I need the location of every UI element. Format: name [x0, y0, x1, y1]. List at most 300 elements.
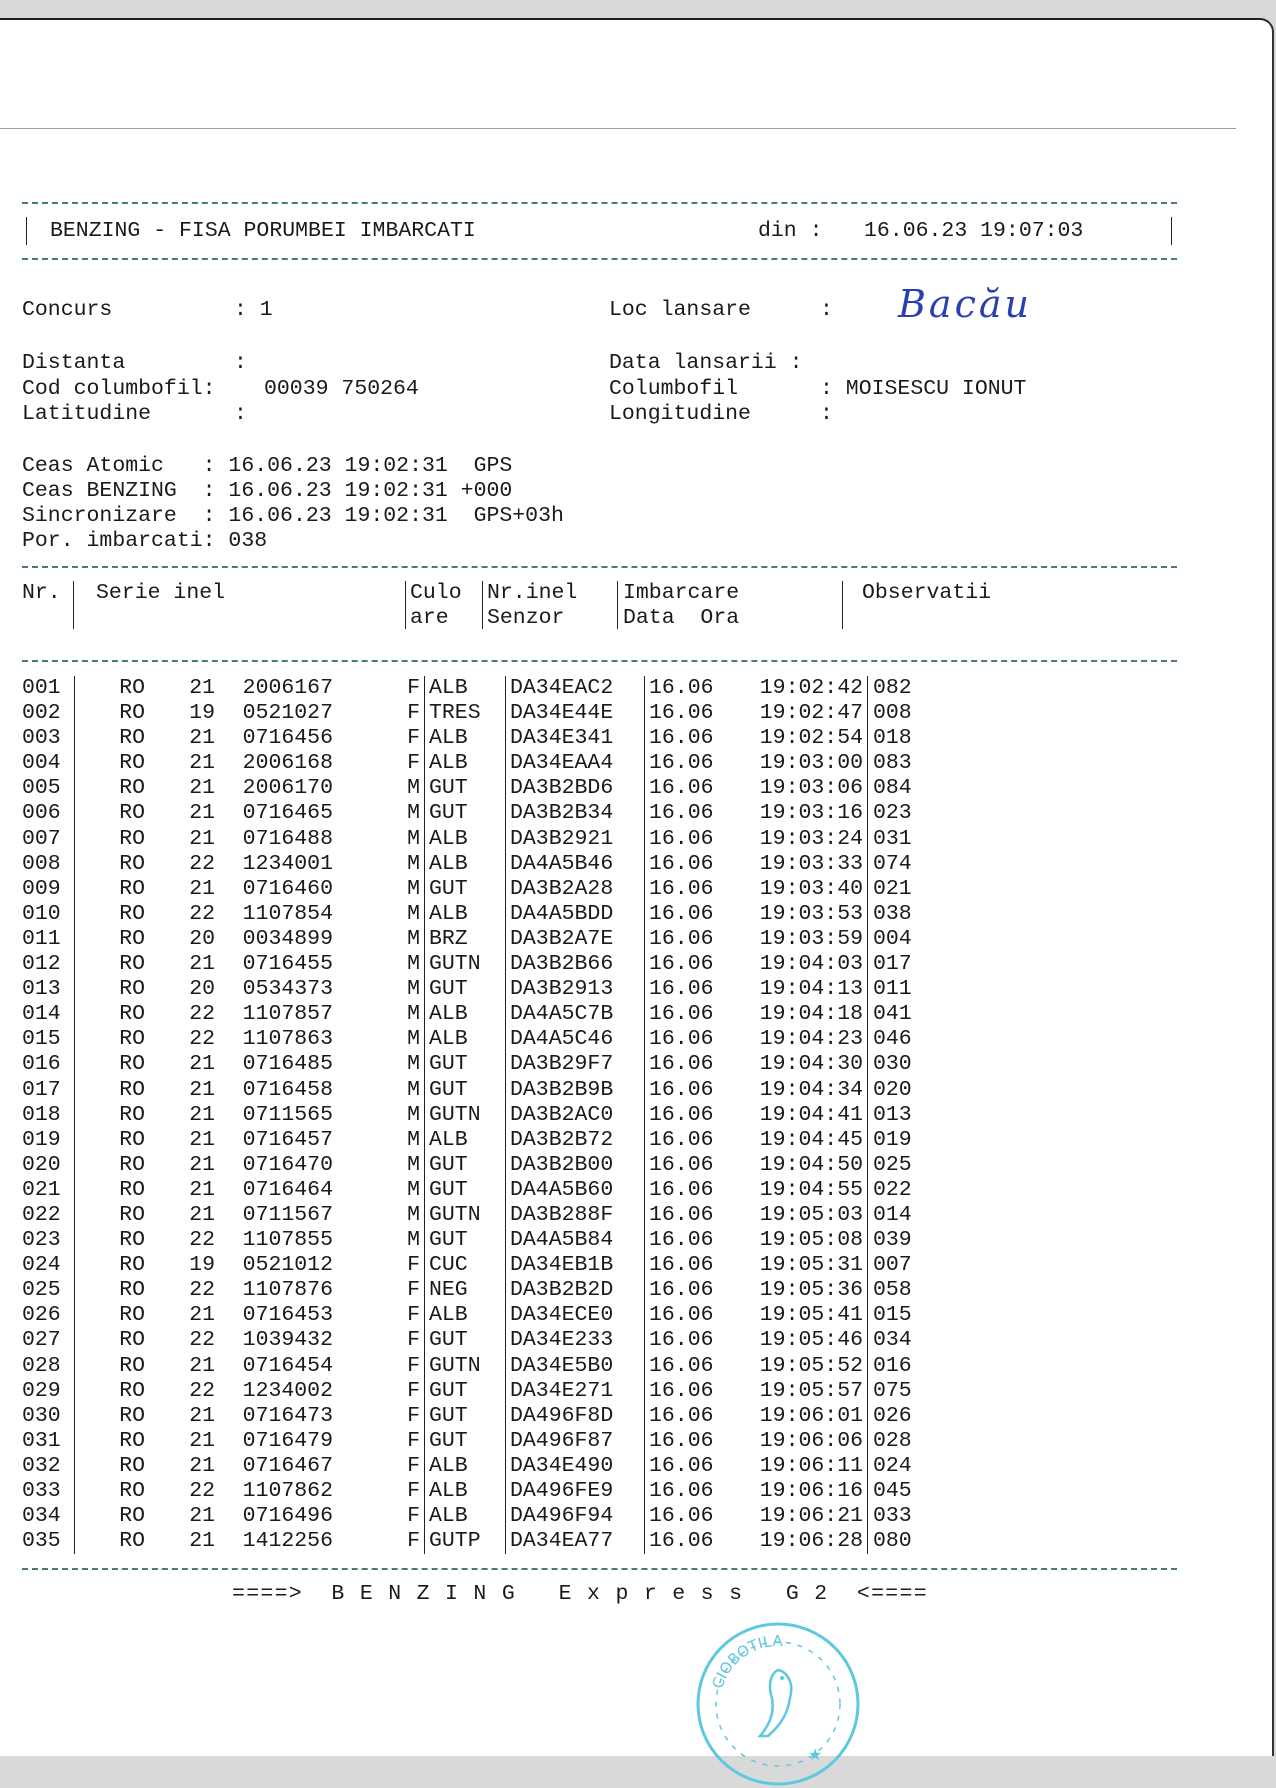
row-ring-number: 0716479: [242, 1428, 333, 1453]
table-row: [22, 801, 953, 826]
row-sex: F: [407, 1529, 420, 1554]
row-country: RO: [75, 1128, 146, 1153]
row-date: 16.06: [645, 977, 738, 1002]
row-year: 22: [189, 851, 215, 876]
row-year: 22: [189, 1027, 215, 1052]
row-year: 22: [189, 901, 215, 926]
row-color: ALB: [425, 1504, 506, 1529]
ceas-atomic-line: Ceas Atomic : 16.06.23 19:02:31 GPS: [22, 454, 513, 478]
row-country: RO: [75, 852, 146, 877]
row-nr: 020: [22, 1152, 61, 1177]
row-time: 19:04:55: [759, 1177, 863, 1202]
row-date: 16.06: [645, 1278, 738, 1303]
row-nr: 021: [22, 1177, 61, 1202]
row-sensor-id: DA34EA77: [506, 1529, 645, 1554]
row-observation: 033: [868, 1504, 954, 1529]
row-color: ALB: [425, 1002, 506, 1027]
row-ring-number: 0034899: [242, 926, 333, 951]
row-nr: 003: [22, 726, 61, 751]
row-nr: 035: [22, 1529, 61, 1554]
row-sensor-id: DA4A5BDD: [506, 902, 645, 927]
row-sex: M: [407, 1152, 420, 1177]
longitudine-label: Longitudine: [609, 402, 751, 426]
row-time: 19:05:08: [759, 1228, 863, 1253]
row-date: 16.06: [645, 1454, 738, 1479]
row-sex: F: [407, 1353, 420, 1378]
row-color: ALB: [425, 1027, 506, 1052]
row-ring-number: 2006170: [242, 776, 333, 801]
row-color: GUT: [425, 877, 506, 902]
row-country: RO: [75, 1404, 146, 1429]
row-sensor-id: DA496F94: [506, 1504, 645, 1529]
row-nr: 027: [22, 1328, 61, 1353]
row-year: 21: [189, 1353, 215, 1378]
row-sex: F: [407, 1453, 420, 1478]
row-country: RO: [75, 701, 146, 726]
row-sensor-id: DA34E5B0: [506, 1354, 645, 1379]
row-nr: 029: [22, 1378, 61, 1403]
row-ring-number: 1107855: [242, 1228, 333, 1253]
row-country: RO: [75, 676, 146, 701]
col-header-culoare-1: Culo: [410, 581, 462, 605]
row-ring-number: 2006168: [242, 751, 333, 776]
row-date: 16.06: [645, 801, 738, 826]
row-time: 19:05:52: [759, 1353, 863, 1378]
row-nr: 019: [22, 1127, 61, 1152]
row-ring-number: 0521027: [242, 701, 333, 726]
row-time: 19:03:24: [759, 826, 863, 851]
row-time: 19:04:03: [759, 952, 863, 977]
row-observation: 017: [868, 952, 954, 977]
por-imbarcati-line: Por. imbarcati: 038: [22, 529, 268, 553]
row-ring-number: 0716464: [242, 1177, 333, 1202]
row-ring-number: 1234002: [242, 1378, 333, 1403]
table-row: [22, 701, 953, 726]
row-color: GUTN: [425, 952, 506, 977]
row-color: GUT: [425, 801, 506, 826]
row-year: 22: [189, 1278, 215, 1303]
row-year: 21: [189, 826, 215, 851]
row-sensor-id: DA34EAA4: [506, 751, 645, 776]
row-observation: 015: [868, 1303, 954, 1328]
row-ring-number: 0716467: [242, 1453, 333, 1478]
row-sex: M: [407, 851, 420, 876]
row-nr: 012: [22, 952, 61, 977]
club-stamp: [690, 1612, 866, 1788]
row-date: 16.06: [645, 1178, 738, 1203]
row-observation: 014: [868, 1203, 954, 1228]
row-year: 21: [189, 1303, 215, 1328]
row-color: GUT: [425, 977, 506, 1002]
row-sex: M: [407, 1102, 420, 1127]
row-time: 19:05:31: [759, 1253, 863, 1278]
row-year: 21: [189, 876, 215, 901]
row-sex: M: [407, 1202, 420, 1227]
col-header-nr-inel-2: Senzor: [487, 606, 565, 630]
cod-value: 00039 750264: [264, 377, 419, 401]
row-ring-number: 0716465: [242, 801, 333, 826]
row-nr: 004: [22, 751, 61, 776]
row-year: 21: [189, 1127, 215, 1152]
pigeon-icon: [760, 1670, 791, 1736]
row-year: 21: [189, 1529, 215, 1554]
row-sex: M: [407, 1177, 420, 1202]
row-observation: 084: [868, 776, 954, 801]
table-row: [22, 1153, 953, 1178]
row-sex: M: [407, 1027, 420, 1052]
loc-lansare-label: Loc lansare: [609, 298, 751, 322]
row-sex: M: [407, 1002, 420, 1027]
row-ring-number: 0716460: [242, 876, 333, 901]
row-date: 16.06: [645, 902, 738, 927]
data-lansarii-label: Data lansarii :: [609, 351, 803, 375]
row-ring-number: 1234001: [242, 851, 333, 876]
row-date: 16.06: [645, 1078, 738, 1103]
row-year: 21: [189, 1453, 215, 1478]
row-country: RO: [75, 1153, 146, 1178]
concurs-value: : 1: [234, 298, 273, 322]
row-observation: 018: [868, 726, 954, 751]
row-ring-number: 0716496: [242, 1504, 333, 1529]
table-row: [22, 952, 953, 977]
row-sensor-id: DA34E341: [506, 726, 645, 751]
row-date: 16.06: [645, 1354, 738, 1379]
row-year: 21: [189, 1504, 215, 1529]
row-color: GUT: [425, 1429, 506, 1454]
row-color: ALB: [425, 1454, 506, 1479]
row-year: 22: [189, 1228, 215, 1253]
row-ring-number: 0716485: [242, 1052, 333, 1077]
row-sex: F: [407, 751, 420, 776]
row-color: GUT: [425, 1078, 506, 1103]
row-observation: 028: [868, 1429, 954, 1454]
table-row: [22, 1354, 953, 1379]
row-sensor-id: DA3B29F7: [506, 1052, 645, 1077]
row-date: 16.06: [645, 1052, 738, 1077]
row-ring-number: 0716488: [242, 826, 333, 851]
row-year: 21: [189, 751, 215, 776]
row-country: RO: [75, 827, 146, 852]
row-sex: F: [407, 726, 420, 751]
row-nr: 013: [22, 977, 61, 1002]
row-time: 19:02:42: [759, 676, 863, 700]
row-date: 16.06: [645, 726, 738, 751]
table-row: [22, 1404, 953, 1429]
row-time: 19:03:33: [759, 851, 863, 876]
row-nr: 006: [22, 801, 61, 826]
row-year: 21: [189, 1052, 215, 1077]
row-time: 19:03:59: [759, 926, 863, 951]
table-row: [22, 852, 953, 877]
row-year: 21: [189, 1403, 215, 1428]
table-header-rule: [22, 660, 1177, 662]
row-country: RO: [75, 1328, 146, 1353]
row-sex: M: [407, 977, 420, 1002]
row-nr: 028: [22, 1353, 61, 1378]
row-sex: F: [407, 1278, 420, 1303]
table-row: [22, 827, 953, 852]
row-date: 16.06: [645, 701, 738, 726]
row-time: 19:05:41: [759, 1303, 863, 1328]
row-nr: 002: [22, 701, 61, 726]
row-nr: 023: [22, 1228, 61, 1253]
row-date: 16.06: [645, 1328, 738, 1353]
row-country: RO: [75, 1529, 146, 1554]
row-observation: 074: [868, 852, 954, 877]
row-year: 19: [189, 701, 215, 726]
row-date: 16.06: [645, 1203, 738, 1228]
row-color: NEG: [425, 1278, 506, 1303]
row-nr: 016: [22, 1052, 61, 1077]
row-country: RO: [75, 977, 146, 1002]
row-time: 19:06:11: [759, 1453, 863, 1478]
row-country: RO: [75, 776, 146, 801]
row-time: 19:06:28: [759, 1529, 863, 1554]
row-date: 16.06: [645, 1504, 738, 1529]
table-row: [22, 1103, 953, 1128]
row-observation: 016: [868, 1354, 954, 1379]
row-time: 19:06:06: [759, 1428, 863, 1453]
row-nr: 026: [22, 1303, 61, 1328]
row-nr: 025: [22, 1278, 61, 1303]
row-country: RO: [75, 801, 146, 826]
header-col-divider: [73, 581, 74, 629]
row-ring-number: 0716455: [242, 952, 333, 977]
row-country: RO: [75, 1052, 146, 1077]
row-ring-number: 1107862: [242, 1479, 333, 1503]
row-color: ALB: [425, 1128, 506, 1153]
row-sex: M: [407, 876, 420, 901]
row-observation: 025: [868, 1153, 954, 1178]
header-top-rule: [22, 202, 1177, 204]
distanta-value: :: [234, 351, 247, 375]
row-time: 19:05:03: [759, 1202, 863, 1227]
row-observation: 007: [868, 1253, 954, 1278]
table-row: [22, 977, 953, 1002]
row-ring-number: 0716456: [242, 726, 333, 751]
row-country: RO: [75, 1178, 146, 1203]
row-sensor-id: DA4A5B84: [506, 1228, 645, 1253]
header-left-bar: [26, 217, 27, 245]
row-color: GUT: [425, 1178, 506, 1203]
row-sensor-id: DA4A5B46: [506, 852, 645, 877]
row-sex: F: [407, 1303, 420, 1328]
table-bottom-rule: [22, 1568, 1177, 1570]
handwritten-location: Bacău: [898, 282, 1032, 326]
row-color: GUT: [425, 1153, 506, 1178]
row-time: 19:05:36: [759, 1278, 863, 1303]
row-country: RO: [75, 751, 146, 776]
row-sensor-id: DA3B2AC0: [506, 1103, 645, 1128]
row-time: 19:04:50: [759, 1152, 863, 1177]
row-ring-number: 0716458: [242, 1077, 333, 1102]
row-country: RO: [75, 1278, 146, 1303]
row-ring-number: 0716454: [242, 1353, 333, 1378]
row-year: 21: [189, 726, 215, 751]
row-color: GUT: [425, 1379, 506, 1404]
row-ring-number: 0711567: [242, 1202, 333, 1227]
row-sensor-id: DA496F87: [506, 1429, 645, 1454]
row-sensor-id: DA3B288F: [506, 1203, 645, 1228]
row-color: ALB: [425, 751, 506, 776]
row-nr: 018: [22, 1102, 61, 1127]
table-row: [22, 1379, 953, 1404]
row-date: 16.06: [645, 1429, 738, 1454]
row-nr: 030: [22, 1403, 61, 1428]
row-country: RO: [75, 1303, 146, 1328]
row-observation: 075: [868, 1379, 954, 1404]
row-observation: 011: [868, 977, 954, 1002]
row-sex: F: [407, 676, 420, 700]
row-nr: 032: [22, 1453, 61, 1478]
footer-banner: ====> B E N Z I N G E x p r e s s G 2 <====: [232, 1582, 928, 1606]
concurs-label: Concurs: [22, 298, 113, 322]
row-sensor-id: DA34E271: [506, 1379, 645, 1404]
row-observation: 041: [868, 1002, 954, 1027]
row-observation: 024: [868, 1454, 954, 1479]
row-sex: M: [407, 776, 420, 801]
table-row: [22, 1454, 953, 1479]
table-row: [22, 1504, 953, 1529]
row-observation: 019: [868, 1128, 954, 1153]
row-observation: 004: [868, 927, 954, 952]
row-color: GUT: [425, 776, 506, 801]
row-nr: 011: [22, 926, 61, 951]
date-label: din :: [758, 219, 823, 243]
table-row: [22, 1479, 953, 1504]
row-year: 22: [189, 1002, 215, 1027]
row-sensor-id: DA3B2B66: [506, 952, 645, 977]
col-header-nr-inel-1: Nr.inel: [487, 581, 578, 605]
row-ring-number: 1107857: [242, 1002, 333, 1027]
row-date: 16.06: [645, 1529, 738, 1554]
row-sensor-id: DA3B2B9B: [506, 1078, 645, 1103]
row-time: 19:04:23: [759, 1027, 863, 1052]
row-nr: 034: [22, 1504, 61, 1529]
row-observation: 082: [868, 676, 954, 701]
row-country: RO: [75, 1504, 146, 1529]
row-ring-number: 1107854: [242, 901, 333, 926]
row-nr: 008: [22, 851, 61, 876]
row-year: 21: [189, 776, 215, 801]
row-color: ALB: [425, 676, 506, 701]
row-color: ALB: [425, 902, 506, 927]
row-ring-number: 0716473: [242, 1403, 333, 1428]
row-nr: 001: [22, 676, 61, 700]
row-time: 19:06:16: [759, 1479, 863, 1503]
row-observation: 013: [868, 1103, 954, 1128]
table-row: [22, 1278, 953, 1303]
row-year: 21: [189, 1077, 215, 1102]
row-sensor-id: DA496FE9: [506, 1479, 645, 1504]
row-nr: 033: [22, 1479, 61, 1503]
columbofil-label: Columbofil: [609, 377, 739, 401]
table-row: [22, 1203, 953, 1228]
row-sensor-id: DA3B2B34: [506, 801, 645, 826]
row-observation: 022: [868, 1178, 954, 1203]
row-sensor-id: DA4A5B60: [506, 1178, 645, 1203]
row-date: 16.06: [645, 1253, 738, 1278]
row-sex: M: [407, 1077, 420, 1102]
row-sensor-id: DA3B2921: [506, 827, 645, 852]
stamp-text: CIOBOTILA: [708, 1631, 783, 1691]
row-color: ALB: [425, 1479, 506, 1504]
row-observation: 038: [868, 902, 954, 927]
table-row: [22, 1027, 953, 1052]
header-col-divider: [482, 581, 483, 629]
row-sex: M: [407, 826, 420, 851]
row-color: BRZ: [425, 927, 506, 952]
row-sex: F: [407, 1479, 420, 1503]
row-country: RO: [75, 1027, 146, 1052]
row-sex: F: [407, 701, 420, 726]
table-row: [22, 1128, 953, 1153]
row-sensor-id: DA3B2BD6: [506, 776, 645, 801]
header-col-divider: [842, 581, 843, 629]
row-country: RO: [75, 1203, 146, 1228]
columbofil-value: : MOISESCU IONUT: [820, 377, 1027, 401]
row-date: 16.06: [645, 776, 738, 801]
row-observation: 021: [868, 877, 954, 902]
table-row: [22, 1529, 953, 1554]
row-nr: 014: [22, 1002, 61, 1027]
row-date: 16.06: [645, 751, 738, 776]
row-sex: F: [407, 1504, 420, 1529]
table-row: [22, 1052, 953, 1077]
header-col-divider: [405, 581, 406, 629]
row-observation: 045: [868, 1479, 954, 1504]
row-color: GUTP: [425, 1529, 506, 1554]
row-sensor-id: DA34EAC2: [506, 676, 645, 701]
row-country: RO: [75, 1228, 146, 1253]
table-row: [22, 751, 953, 776]
row-nr: 009: [22, 876, 61, 901]
table-row: [22, 1429, 953, 1454]
pigeon-table: [22, 676, 953, 1554]
row-sex: M: [407, 952, 420, 977]
svg-text:★: ★: [808, 1745, 823, 1764]
row-date: 16.06: [645, 1379, 738, 1404]
row-year: 21: [189, 1152, 215, 1177]
row-country: RO: [75, 1454, 146, 1479]
row-observation: 058: [868, 1278, 954, 1303]
row-color: GUT: [425, 1328, 506, 1353]
row-time: 19:06:21: [759, 1504, 863, 1529]
row-date: 16.06: [645, 1228, 738, 1253]
row-country: RO: [75, 1103, 146, 1128]
row-ring-number: 0716453: [242, 1303, 333, 1328]
row-sensor-id: DA34E44E: [506, 701, 645, 726]
row-sex: F: [407, 1378, 420, 1403]
row-year: 19: [189, 1253, 215, 1278]
report-title: BENZING - FISA PORUMBEI IMBARCATI: [50, 219, 476, 243]
row-ring-number: 0521012: [242, 1253, 333, 1278]
row-sex: F: [407, 1253, 420, 1278]
row-time: 19:05:46: [759, 1328, 863, 1353]
row-sensor-id: DA3B2A7E: [506, 927, 645, 952]
row-sex: M: [407, 801, 420, 826]
row-country: RO: [75, 1379, 146, 1404]
row-color: GUT: [425, 1052, 506, 1077]
row-sensor-id: DA34E233: [506, 1328, 645, 1353]
row-observation: 023: [868, 801, 954, 826]
col-header-imbarcare-2: Data Ora: [623, 606, 740, 630]
row-observation: 030: [868, 1052, 954, 1077]
row-sensor-id: DA3B2913: [506, 977, 645, 1002]
ceas-benzing-line: Ceas BENZING : 16.06.23 19:02:31 +000: [22, 479, 513, 503]
row-date: 16.06: [645, 952, 738, 977]
row-date: 16.06: [645, 1303, 738, 1328]
